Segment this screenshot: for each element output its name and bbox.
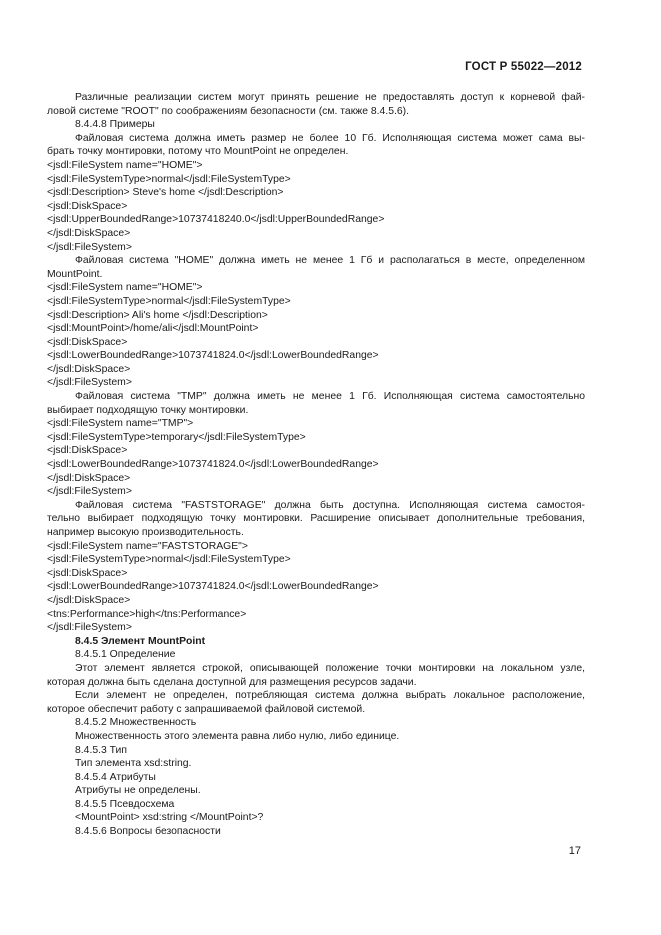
text-line: </jsdl:DiskSpace>: [47, 472, 131, 484]
text-line: MountPoint.: [47, 268, 103, 280]
text-line: <jsdl:DiskSpace>: [47, 567, 128, 579]
text-line: выбирает подходящую точку монтировки.: [47, 404, 249, 416]
text-line: <jsdl:FileSystemType>normal</jsdl:FileSystemType>: [47, 173, 291, 185]
text-line: <jsdl:Description> Steve's home </jsdl:Description>: [47, 187, 284, 199]
text-line: <tns:Performance>high</tns:Performance>: [47, 608, 247, 620]
text-line: тельно выбирает подходящую точку монтировки. Расширение описывает дополнительные требования,: [47, 513, 585, 525]
page-number: 17: [568, 845, 581, 857]
text-line: </jsdl:FileSystem>: [47, 622, 132, 634]
text-line: которое обеспечит работу с запрашиваемой файловой системой.: [47, 703, 366, 715]
text-line: <jsdl:LowerBoundedRange>1073741824.0</jsdl:LowerBoundedRange>: [47, 459, 379, 471]
text-line: </jsdl:FileSystem>: [47, 241, 132, 253]
text-line: например высокую производительность.: [47, 527, 244, 538]
text-line: Множественность этого элемента равна либо нулю, либо единице.: [75, 730, 400, 742]
text-line: <jsdl:FileSystem name="FASTSTORAGE">: [47, 540, 248, 552]
text-line: <jsdl:FileSystem name="HOME">: [47, 159, 203, 171]
text-line: 8.4.5.6 Вопросы безопасности: [75, 826, 221, 838]
text-line: 8.4.5 Элемент MountPoint: [75, 635, 206, 647]
text-line: <jsdl:DiskSpace>: [47, 200, 128, 212]
text-line: <jsdl:LowerBoundedRange>1073741824.0</jsdl:LowerBoundedRange>: [47, 350, 379, 362]
text-line: <jsdl:LowerBoundedRange>1073741824.0</jsdl:LowerBoundedRange>: [47, 581, 379, 593]
body-text: [47, 91, 585, 839]
text-line: 8.4.5.5 Псевдосхема: [75, 798, 175, 810]
text-line: <jsdl:FileSystem name="TMP">: [47, 418, 194, 430]
text-line: Если элемент не определен, потребляющая система должна выбрать локальное расположение,: [75, 690, 585, 702]
text-line: <jsdl:FileSystem name="HOME">: [47, 282, 203, 294]
text-line: 8.4.5.4 Атрибуты: [75, 771, 156, 783]
text-line: <jsdl:FileSystemType>normal</jsdl:FileSystemType>: [47, 554, 291, 566]
standard-header: ГОСТ Р 55022—2012: [465, 61, 582, 73]
text-line: Различные реализации систем могут принять решение не предоставлять доступ к корневой фай-: [75, 92, 585, 103]
text-line: Файловая система должна иметь размер не более 10 Гб. Исполняющая система может сама вы-: [75, 132, 585, 144]
text-line: <jsdl:MountPoint>/home/ali</jsdl:MountPoint>: [47, 323, 259, 335]
text-line: Файловая система "HOME" должна иметь не менее 1 Гб и располагаться в месте, определенном: [75, 255, 585, 267]
text-line: брать точку монтировки, потому что MountPoint не определен.: [47, 146, 349, 158]
text-line: <jsdl:DiskSpace>: [47, 445, 128, 457]
text-line: 8.4.4.8 Примеры: [75, 119, 155, 131]
text-line: Атрибуты не определены.: [75, 785, 201, 797]
text-line: </jsdl:DiskSpace>: [47, 227, 131, 239]
text-line: Файловая система "TMP" должна иметь не менее 1 Гб. Исполняющая система самостоятельно: [75, 391, 585, 403]
text-line: Этот элемент является строкой, описывающей положение точки монтировки на локальном узле,: [75, 662, 585, 674]
text-line: <MountPoint> xsd:string </MountPoint>?: [75, 812, 264, 824]
text-line: <jsdl:UpperBoundedRange>10737418240.0</jsdl:UpperBoundedRange>: [47, 214, 385, 226]
text-line: 8.4.5.3 Тип: [75, 744, 127, 756]
text-line: </jsdl:FileSystem>: [47, 486, 132, 498]
text-line: <jsdl:FileSystemType>temporary</jsdl:FileSystemType>: [47, 431, 306, 443]
text-line: <jsdl:DiskSpace>: [47, 336, 128, 348]
text-line: 8.4.5.1 Определение: [75, 649, 176, 661]
text-line: Тип элемента xsd:string.: [75, 758, 192, 770]
text-line: Файловая система "FASTSTORAGE" должна быть доступна. Исполняющая система самостоя-: [75, 499, 585, 511]
text-line: <jsdl:FileSystemType>normal</jsdl:FileSystemType>: [47, 295, 291, 307]
text-line: </jsdl:DiskSpace>: [47, 363, 131, 375]
text-line: 8.4.5.2 Множественность: [75, 717, 197, 729]
text-line: </jsdl:DiskSpace>: [47, 594, 131, 606]
text-line: ловой системе "ROOT" по соображениям безопасности (см. также 8.4.5.6).: [47, 105, 409, 117]
text-line: <jsdl:Description> Ali's home </jsdl:Description>: [47, 309, 268, 321]
text-line: которая должна быть сделана доступной для размещения ресурсов задачи.: [47, 676, 417, 688]
text-line: </jsdl:FileSystem>: [47, 377, 132, 389]
